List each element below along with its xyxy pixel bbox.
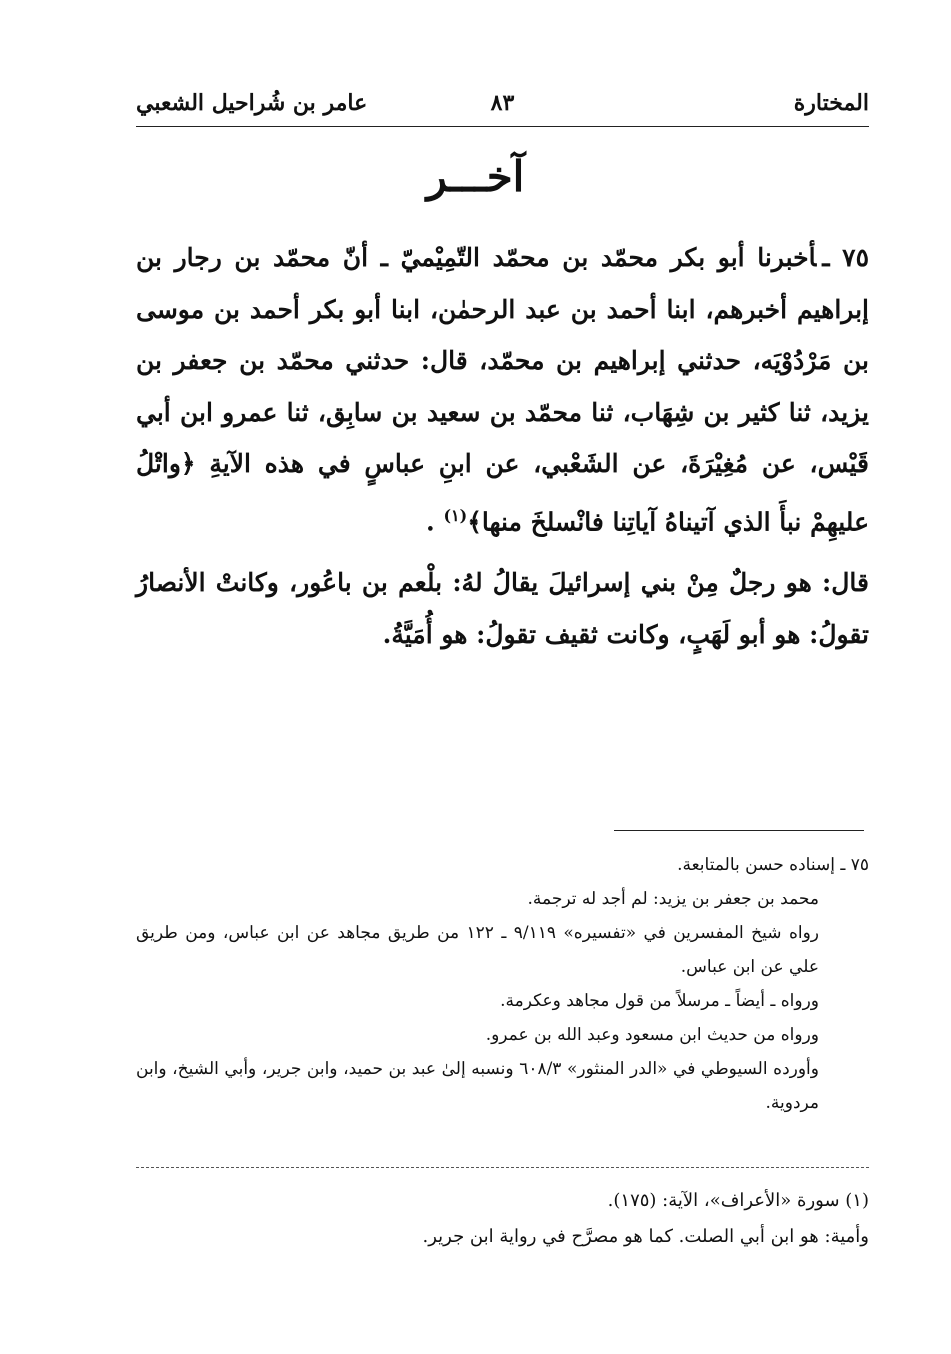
- hadith-text: أخبرنا أبو بكر محمّد بن محمّد التّمِيْميّ ـ أنّ محمّد بن رجار بن إبراهيم أخبرهم، ابنا أحمد بن عبد الرحمٰن، ابنا أبو بكر أحمد بن موسى بن مَرْدُوْيَه، حدثني إبراهيم بن محمّد، قال: حدثني محمّد بن جعفر بن يزيد، ثنا كثير بن شِهَاب، ثنا محمّد بن سعيد بن سابِق، ثنا عمرو ابن أبي قَيْس، عن مُغِيْرَةَ، عن الشَعْبي، عن ابنِ عباسٍ في هذه الآيةِ ﴿واتْلُ عليهِمْ نبأَ الذي آتيناهُ آياتِنا فانْسلخَ منها﴾: [136, 243, 869, 536]
- note-line: ورواه من حديث ابن مسعود وعبد الله بن عمرو.: [485, 1025, 819, 1045]
- footnotes: [136, 1183, 869, 1255]
- running-header: [136, 86, 869, 127]
- note-line: ٧٥ ـ إسناده حسن بالمتابعة.: [677, 855, 869, 875]
- header-chapter-title: عامر بن شُراحيل الشعبي: [136, 90, 368, 116]
- footnote-line: (١) سورة «الأعراف»، الآية: (١٧٥).: [607, 1190, 869, 1211]
- hadith-number: ٧٥ ـ: [822, 243, 869, 272]
- main-text: [136, 232, 869, 660]
- footnote-reference: (١): [443, 505, 468, 525]
- note-line: محمد بن جعفر بن يزيد: لم أجد له ترجمة.: [527, 889, 819, 909]
- note-line: ورواه ـ أيضاً ـ مرسلاً من قول مجاهد وعكرمة.: [500, 991, 819, 1011]
- footnotes-divider: [136, 1167, 869, 1168]
- takhrij-notes: [136, 848, 869, 1120]
- header-book-title: المختارة: [793, 90, 869, 116]
- section-title: آخـــر: [426, 152, 525, 201]
- notes-divider: [614, 830, 864, 831]
- page-number: ٨٣: [490, 90, 515, 116]
- commentary-paragraph: قال: هو رجلٌ مِنْ بني إسرائيلَ يقالُ لهُ: بلْعم بن باعُور، وكانتْ الأنصارُ تقولُ: هو أبو لَهَبٍ، وكانت ثقيف تقولُ: هو أُمَيَّةُ.: [136, 568, 869, 649]
- note-line: وأورده السيوطي في «الدر المنثور» ٦٠٨/٣ ونسبه إلىٰ عبد بن حميد، وابن جرير، وأبي الشيخ، وابن مردوية.: [136, 1059, 819, 1113]
- footnote-line: وأمية: هو ابن أبي الصلت. كما هو مصرَّح في رواية ابن جرير.: [422, 1226, 869, 1247]
- hadith-paragraph: [136, 232, 869, 547]
- hadith-end: .: [426, 506, 444, 536]
- note-line: رواه شيخ المفسرين في «تفسيره» ٩/١١٩ ـ ١٢٢ من طريق مجاهد عن ابن عباس، ومن طريق علي عن ابن عباس.: [136, 923, 819, 977]
